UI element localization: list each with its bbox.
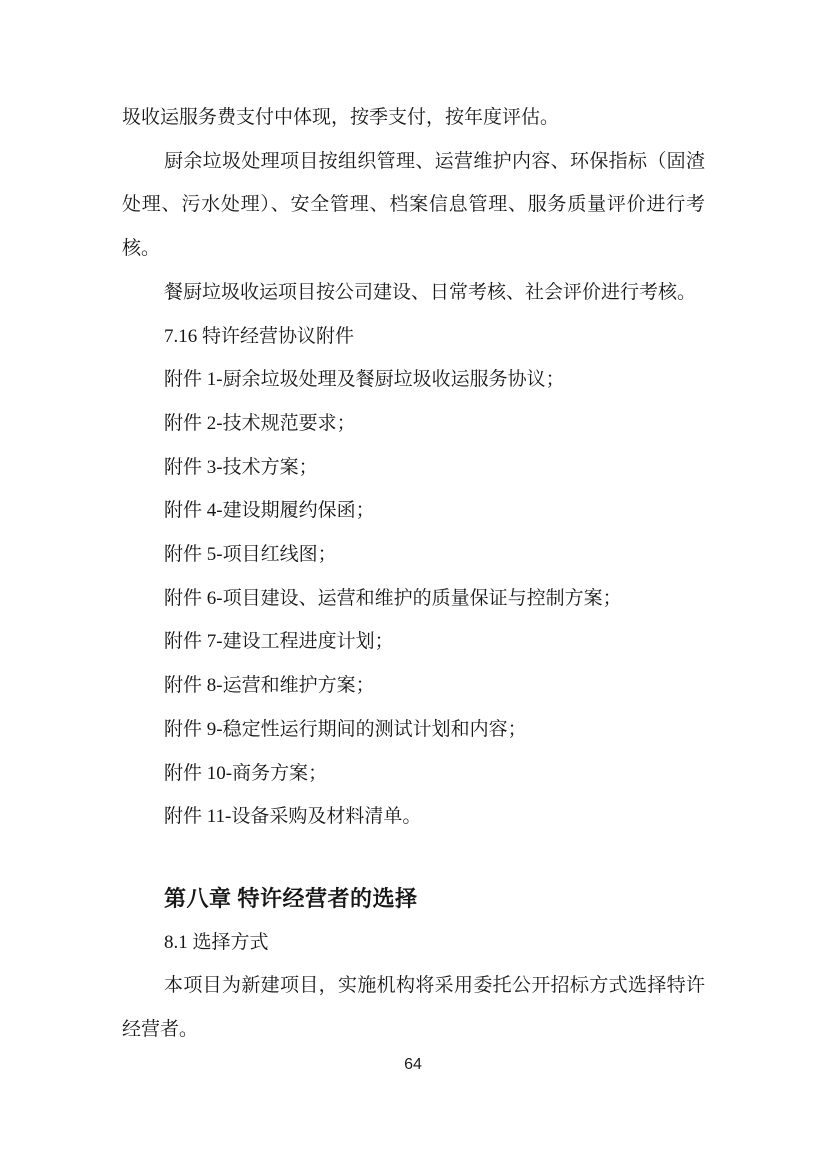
attachment-item-2: 附件 2-技术规范要求； bbox=[164, 412, 356, 434]
paragraph-line: 厨余垃圾处理项目按组织管理、运营维护内容、环保指标（固渣 bbox=[164, 150, 705, 172]
chapter-heading: 第八章 特许经营者的选择 bbox=[164, 885, 418, 911]
attachment-item-8: 附件 8-运营和维护方案； bbox=[164, 675, 375, 697]
attachment-item-5: 附件 5-项目红线图； bbox=[164, 544, 337, 566]
paragraph-line: 核。 bbox=[122, 238, 161, 260]
page-number: 64 bbox=[404, 1056, 422, 1073]
paragraph-line: 经营者。 bbox=[122, 1019, 199, 1041]
attachment-item-11: 附件 11-设备采购及材料清单。 bbox=[164, 806, 422, 828]
paragraph-line: 餐厨垃圾收运项目按公司建设、日常考核、社会评价进行考核。 bbox=[164, 281, 697, 303]
attachment-item-4: 附件 4-建设期履约保函； bbox=[164, 500, 375, 522]
attachment-item-7: 附件 7-建设工程进度计划； bbox=[164, 631, 394, 653]
paragraph-line: 本项目为新建项目，实施机构将采用委托公开招标方式选择特许 bbox=[164, 975, 705, 997]
attachment-item-9: 附件 9-稳定性运行期间的测试计划和内容； bbox=[164, 718, 527, 740]
paragraph-line: 圾收运服务费支付中体现，按季支付，按年度评估。 bbox=[122, 107, 560, 128]
section-heading-8-1: 8.1 选择方式 bbox=[164, 931, 269, 953]
attachment-item-1: 附件 1-厨余垃圾处理及餐厨垃圾收运服务协议； bbox=[164, 369, 565, 391]
attachment-item-10: 附件 10-商务方案； bbox=[164, 762, 328, 784]
document-body bbox=[122, 96, 705, 1052]
paragraph-line: 处理、污水处理）、安全管理、档案信息管理、服务质量评价进行考 bbox=[122, 194, 705, 216]
attachment-item-6: 附件 6-项目建设、运营和维护的质量保证与控制方案； bbox=[164, 587, 622, 609]
attachment-item-3: 附件 3-技术方案； bbox=[164, 456, 318, 478]
section-heading-7-16: 7.16 特许经营协议附件 bbox=[164, 325, 355, 347]
